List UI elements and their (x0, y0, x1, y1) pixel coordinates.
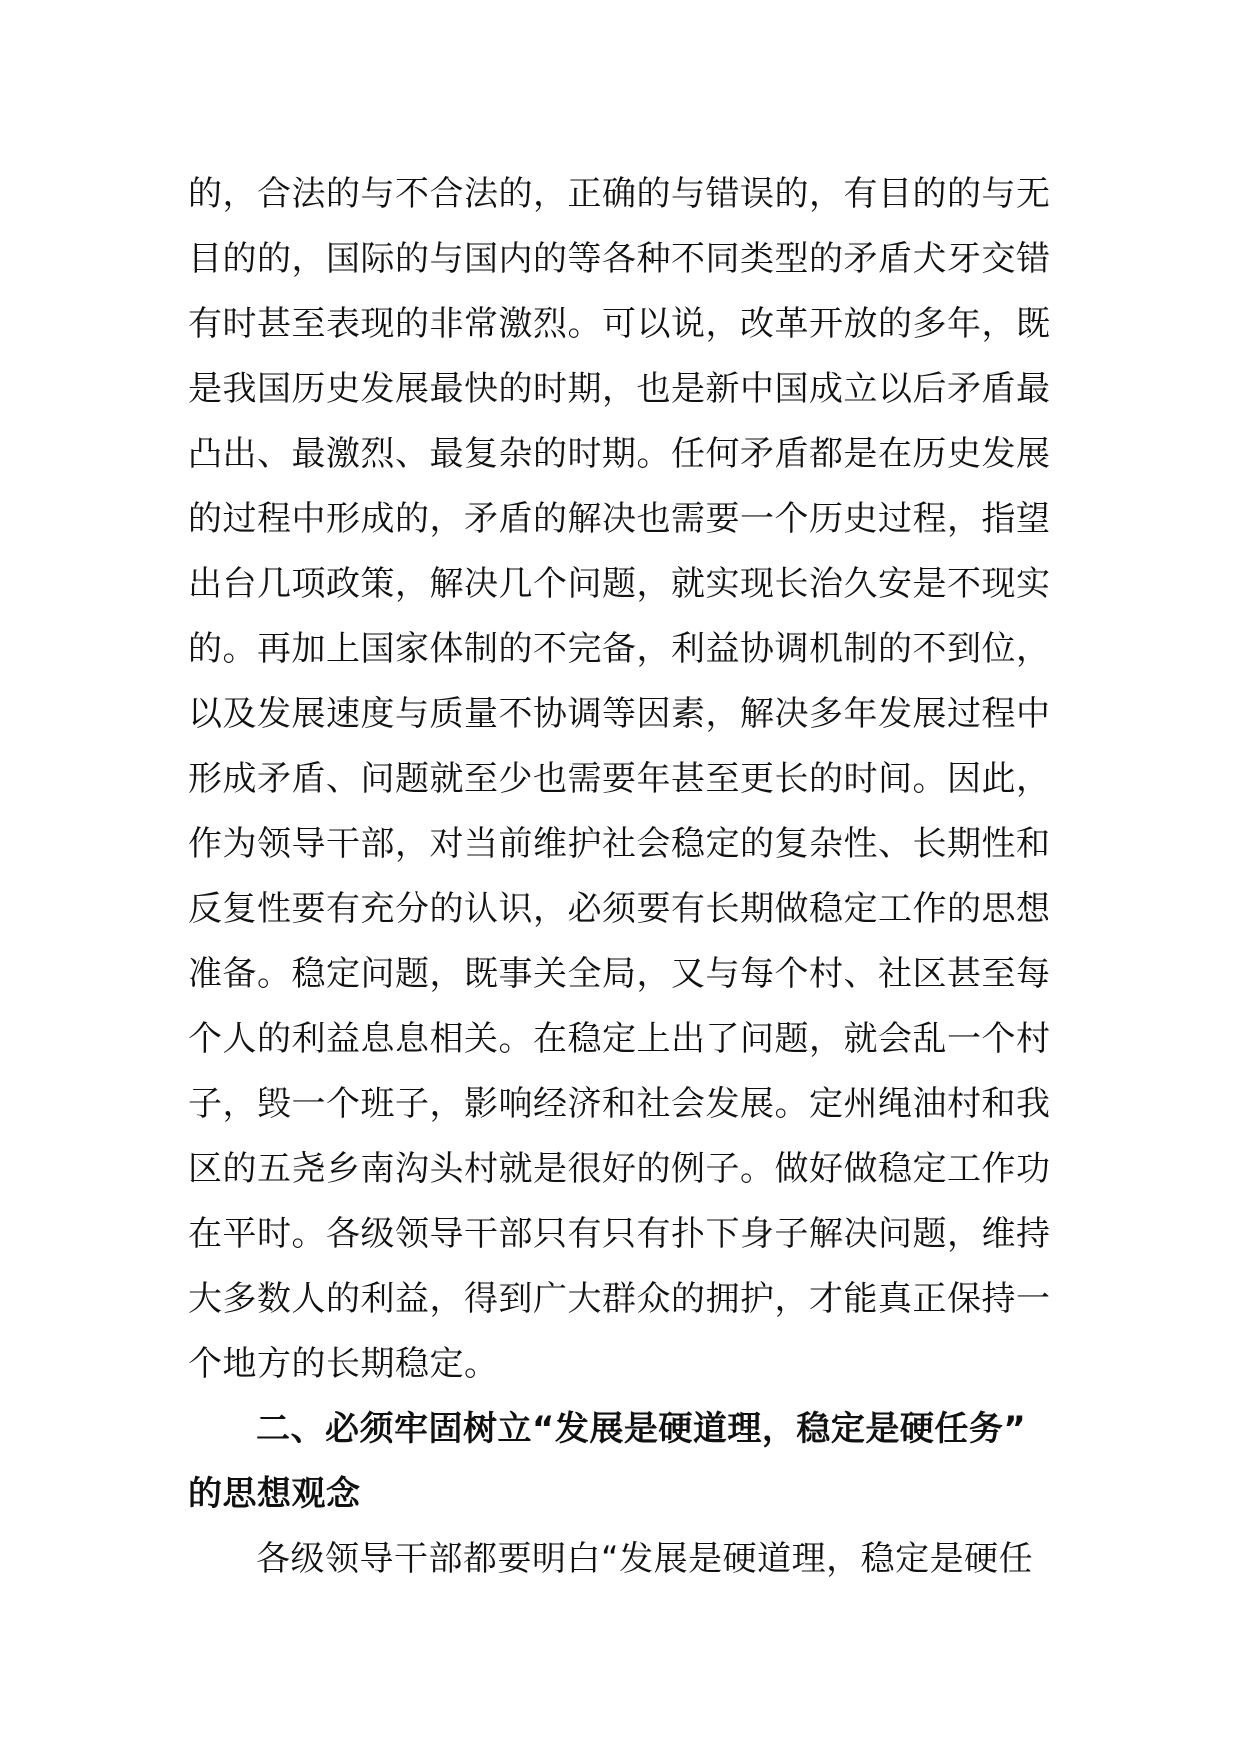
paragraph-line: 的过程中形成的，矛盾的解决也需要一个历史过程，指望 (188, 499, 1051, 539)
section-heading-line: 的思想观念 (188, 1474, 361, 1514)
paragraph-line: 区的五尧乡南沟头村就是很好的例子。做好做稳定工作功 (188, 1149, 1051, 1189)
paragraph-line: 作为领导干部，对当前维护社会稳定的复杂性、长期性和 (188, 824, 1051, 864)
paragraph-line: 大多数人的利益，得到广大群众的拥护，才能真正保持一 (188, 1279, 1051, 1319)
section-heading (188, 1397, 1068, 1527)
document-body (188, 162, 1068, 1592)
paragraph-line: 的，合法的与不合法的，正确的与错误的，有目的的与无 (188, 174, 1051, 214)
paragraph-line: 目的的，国际的与国内的等各种不同类型的矛盾犬牙交错 (188, 239, 1051, 279)
paragraph-line: 的。再加上国家体制的不完备，利益协调机制的不到位， (188, 629, 1051, 669)
paragraph-2 (188, 1527, 1068, 1592)
paragraph-line: 是我国历史发展最快的时期，也是新中国成立以后矛盾最 (188, 369, 1051, 409)
paragraph-line: 形成矛盾、问题就至少也需要年甚至更长的时间。因此， (188, 759, 1051, 799)
paragraph-line: 凸出、最激烈、最复杂的时期。任何矛盾都是在历史发展 (188, 434, 1051, 474)
paragraph-line: 有时甚至表现的非常激烈。可以说，改革开放的多年，既 (188, 304, 1051, 344)
paragraph-line: 个人的利益息息相关。在稳定上出了问题，就会乱一个村 (188, 1019, 1051, 1059)
paragraph-1 (188, 162, 1068, 1397)
paragraph-line: 反复性要有充分的认识，必须要有长期做稳定工作的思想 (188, 889, 1051, 929)
paragraph-line: 各级领导干部都要明白“发展是硬道理，稳定是硬任 (256, 1539, 1034, 1579)
paragraph-line: 个地方的长期稳定。 (188, 1344, 499, 1384)
section-heading-line: 二、必须牢固树立“发展是硬道理，稳定是硬任务” (256, 1409, 1027, 1449)
paragraph-line: 在平时。各级领导干部只有只有扑下身子解决问题，维持 (188, 1214, 1051, 1254)
paragraph-line: 以及发展速度与质量不协调等因素，解决多年发展过程中 (188, 694, 1051, 734)
paragraph-line: 准备。稳定问题，既事关全局，又与每个村、社区甚至每 (188, 954, 1051, 994)
paragraph-line: 出台几项政策，解决几个问题，就实现长治久安是不现实 (188, 564, 1051, 604)
paragraph-line: 子，毁一个班子，影响经济和社会发展。定州绳油村和我 (188, 1084, 1051, 1124)
